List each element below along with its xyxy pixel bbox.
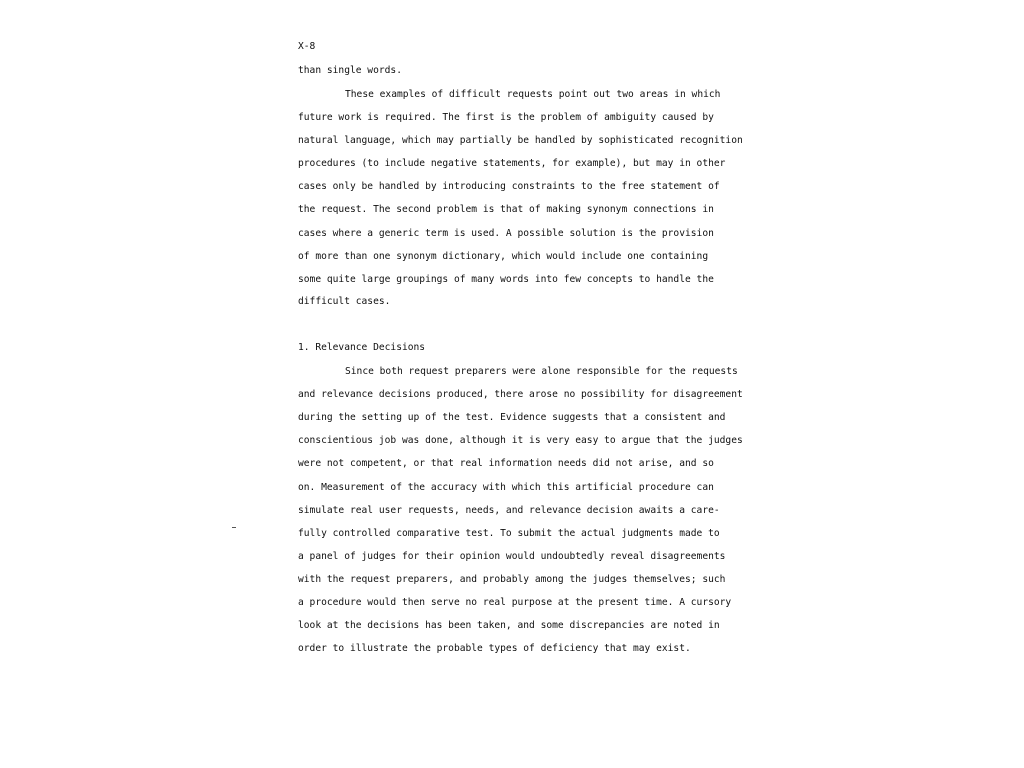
text-line: on. Measurement of the accuracy with which this artificial procedure can [298, 482, 714, 493]
text-line: fully controlled comparative test. To submit the actual judgments made to [298, 528, 720, 539]
text-line: conscientious job was done, although it is very easy to argue that the judges [298, 435, 743, 446]
text-line: difficult cases. [298, 296, 391, 307]
text-line: were not competent, or that real information needs did not arise, and so [298, 458, 714, 469]
text-line: These examples of difficult requests point out two areas in which [345, 89, 721, 100]
text-line: a panel of judges for their opinion would undoubtedly reveal disagreements [298, 551, 726, 562]
text-line: procedures (to include negative statements, for example), but may in other [298, 158, 726, 169]
text-line: the request. The second problem is that of making synonym connections in [298, 204, 714, 215]
text-line: cases where a generic term is used. A possible solution is the provision [298, 228, 714, 239]
text-line: than single words. [298, 65, 402, 76]
text-line: Since both request preparers were alone responsible for the requests [345, 366, 738, 377]
text-line: during the setting up of the test. Evidence suggests that a consistent and [298, 412, 726, 423]
text-line: a procedure would then serve no real purpose at the present time. A cursory [298, 597, 732, 608]
text-line: of more than one synonym dictionary, which would include one containing [298, 251, 709, 262]
text-line: natural language, which may partially be handled by sophisticated recognition [298, 135, 743, 146]
page-number: X-8 [298, 41, 316, 52]
text-line: simulate real user requests, needs, and relevance decision awaits a care- [298, 505, 720, 516]
text-line: future work is required. The first is the problem of ambiguity caused by [298, 112, 714, 123]
section-heading: 1. Relevance Decisions [298, 342, 426, 353]
text-line: look at the decisions has been taken, and some discrepancies are noted in [298, 620, 720, 631]
margin-mark [232, 527, 236, 528]
text-line: some quite large groupings of many words into few concepts to handle the [298, 274, 714, 285]
text-line: cases only be handled by introducing constraints to the free statement of [298, 181, 720, 192]
text-line: order to illustrate the probable types of deficiency that may exist. [298, 643, 691, 654]
text-line: and relevance decisions produced, there arose no possibility for disagreement [298, 389, 743, 400]
text-line: with the request preparers, and probably among the judges themselves; such [298, 574, 726, 585]
